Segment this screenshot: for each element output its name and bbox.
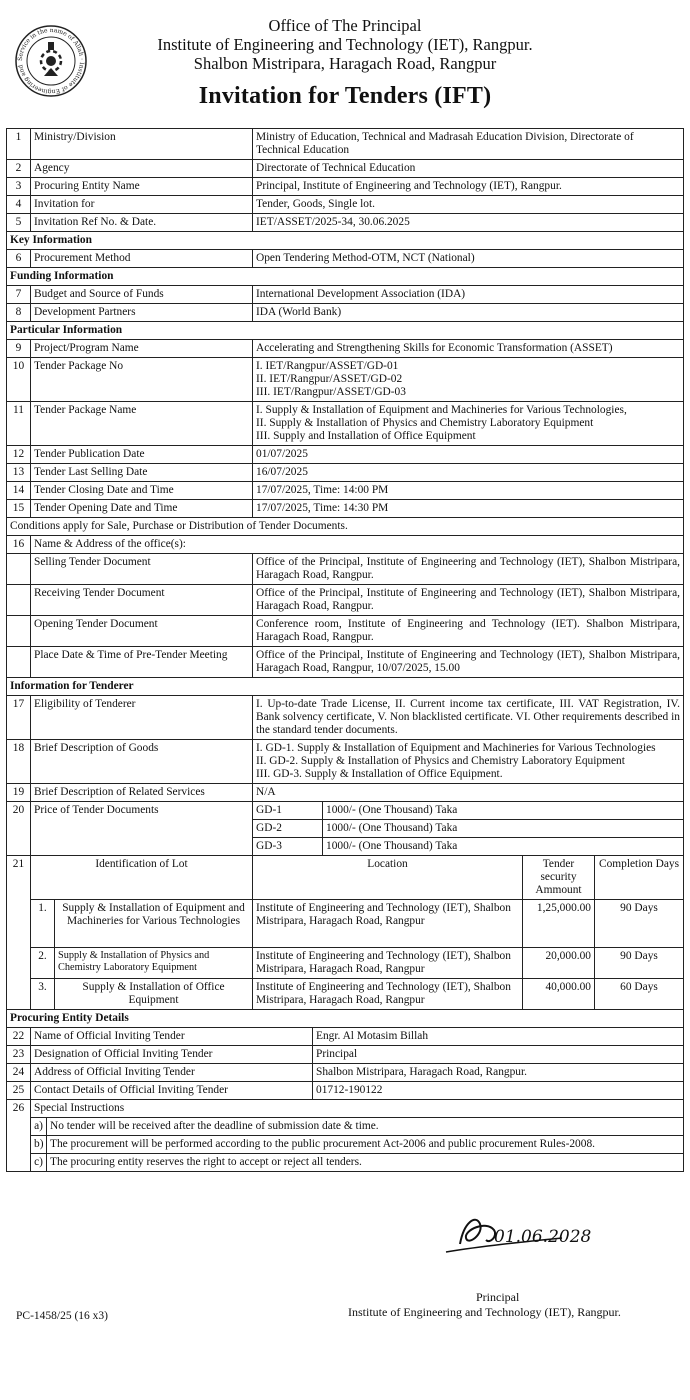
page-title: Invitation for Tenders (IFT) [198, 83, 492, 109]
instruction-row: c) The procuring entity reserves the right to accept or reject all tenders. [7, 1154, 684, 1172]
table-row: 22 Name of Official Inviting Tender Engr. Al Motasim Billah [7, 1028, 684, 1046]
table-row: 18 Brief Description of Goods I. GD-1. Supply & Installation of Equipment and Machineries for Various Technologies II. GD-2. Supply & Installation of Physics and Chemistry Laboratory Equipment III. GD-3. Supply & Installation of Office Equipment. [7, 740, 684, 784]
lot-row: 1. Supply & Installation of Equipment and Machineries for Various Technologies Institute of Engineering and Technology (IET), Shalbon Mistripara, Haragach Road, Rangpur 1,25,000.00 90 Days [7, 900, 684, 948]
address-line: Shalbon Mistripara, Haragach Road, Rangpur [193, 54, 497, 73]
lot-row: 3. Supply & Installation of Office Equipment Institute of Engineering and Technology (IET), Shalbon Mistripara, Haragach Road, Rangpur 40,000.00 60 Days [7, 979, 684, 1010]
table-row: GD-2 1000/- (One Thousand) Taka [7, 820, 684, 838]
table-row: 25 Contact Details of Official Inviting Tender 01712-190122 [7, 1082, 684, 1100]
table-row: 10 Tender Package No I. IET/Rangpur/ASSET/GD-01 II. IET/Rangpur/ASSET/GD-02 III. IET/Rangpur/ASSET/GD-03 [7, 358, 684, 402]
table-row: 6 Procurement Method Open Tendering Method-OTM, NCT (National) [7, 250, 684, 268]
notice-footer [6, 1172, 684, 1352]
table-row: 13 Tender Last Selling Date 16/07/2025 [7, 464, 684, 482]
signature-date: 01.06.2028 [494, 1227, 592, 1247]
table-row: Place Date & Time of Pre-Tender Meeting Office of the Principal, Institute of Engineering and Technology (IET), Shalbon Mistripara, Haragach Road, Rangpur, 10/07/2025, 15.00 [7, 647, 684, 678]
table-row: 1 Ministry/Division Ministry of Education, Technical and Madrasah Education Division, Directorate of Technical Education [7, 129, 684, 160]
table-row: 2 Agency Directorate of Technical Education [7, 160, 684, 178]
table-row: 3 Procuring Entity Name Principal, Institute of Engineering and Technology (IET), Rangpur. [7, 178, 684, 196]
table-row: 26 Special Instructions [7, 1100, 684, 1118]
table-row: GD-3 1000/- (One Thousand) Taka [7, 838, 684, 856]
table-row: 20 Price of Tender Documents GD-1 1000/- (One Thousand) Taka [7, 802, 684, 820]
instruction-row: a) No tender will be received after the deadline of submission date & time. [7, 1118, 684, 1136]
signatory-designation: Principal [476, 1290, 520, 1304]
table-row: 5 Invitation Ref No. & Date. IET/ASSET/2025-34, 30.06.2025 [7, 214, 684, 232]
table-row: Opening Tender Document Conference room, Institute of Engineering and Technology (IET). Shalbon Mistripara, Haragach Road, Rangpur. [7, 616, 684, 647]
table-row: 24 Address of Official Inviting Tender Shalbon Mistripara, Haragach Road, Rangpur. [7, 1064, 684, 1082]
tender-info-table [6, 128, 684, 802]
pc-reference: PC-1458/25 (16 x3) [16, 1310, 108, 1322]
table-row: 23 Designation of Official Inviting Tender Principal [7, 1046, 684, 1064]
lot-table [6, 855, 684, 1010]
table-row: 11 Tender Package Name I. Supply & Installation of Equipment and Machineries for Various Technologies, II. Supply & Installation of Physics and Chemistry Laboratory Equipment III. Supply and Installation of Office Equipment [7, 402, 684, 446]
section-heading: Funding Information [7, 268, 684, 286]
section-heading: Procuring Entity Details [7, 1010, 684, 1028]
institute-logo-icon [14, 24, 88, 98]
lot-row: 2. Supply & Installation of Physics and Chemistry Laboratory Equipment Institute of Engineering and Technology (IET), Shalbon Mistripara, Haragach Road, Rangpur 20,000.00 90 Days [7, 948, 684, 979]
lot-header-row: 21 Identification of Lot Location Tender security Ammount Completion Days [7, 856, 684, 900]
table-row: 16 Name & Address of the office(s): [7, 536, 684, 554]
entity-table [6, 1009, 684, 1172]
section-heading: Key Information [7, 232, 684, 250]
table-row: 14 Tender Closing Date and Time 17/07/2025, Time: 14:00 PM [7, 482, 684, 500]
section-heading: Information for Tenderer [7, 678, 684, 696]
office-line: Office of The Principal [268, 16, 422, 35]
table-row: 12 Tender Publication Date 01/07/2025 [7, 446, 684, 464]
table-row: Receiving Tender Document Office of the Principal, Institute of Engineering and Technology (IET), Shalbon Mistripara, Haragach Road, Rangpur. [7, 585, 684, 616]
table-row: Selling Tender Document Office of the Principal, Institute of Engineering and Technology (IET), Shalbon Mistripara, Haragach Road, Rangpur. [7, 554, 684, 585]
institute-line: Institute of Engineering and Technology (IET), Rangpur. [157, 35, 533, 54]
table-row: 9 Project/Program Name Accelerating and Strengthening Skills for Economic Transformation (ASSET) [7, 340, 684, 358]
table-row: 8 Development Partners IDA (World Bank) [7, 304, 684, 322]
table-row: 17 Eligibility of Tenderer I. Up-to-date Trade License, II. Current income tax certificate, III. VAT Registration, IV. Bank solvency certificate, V. Non blacklisted certificate. VI. Other requirements described in the standard tender documents. [7, 696, 684, 740]
logo-ring-text: Service in the name of Allah · Institute of Engineering and [16, 26, 85, 96]
notice-header [6, 16, 684, 128]
signatory-institute: Institute of Engineering and Technology (IET), Rangpur. [348, 1305, 621, 1319]
table-row: 15 Tender Opening Date and Time 17/07/2025, Time: 14:30 PM [7, 500, 684, 518]
table-row: 19 Brief Description of Related Services N/A [7, 784, 684, 802]
signature-icon [442, 1202, 592, 1262]
price-table [6, 801, 684, 856]
table-row: 7 Budget and Source of Funds International Development Association (IDA) [7, 286, 684, 304]
table-row: 4 Invitation for Tender, Goods, Single lot. [7, 196, 684, 214]
conditions-note: Conditions apply for Sale, Purchase or Distribution of Tender Documents. [7, 518, 684, 536]
instruction-row: b) The procurement will be performed according to the public procurement Act-2006 and public procurement Rules-2008. [7, 1136, 684, 1154]
section-heading: Particular Information [7, 322, 684, 340]
